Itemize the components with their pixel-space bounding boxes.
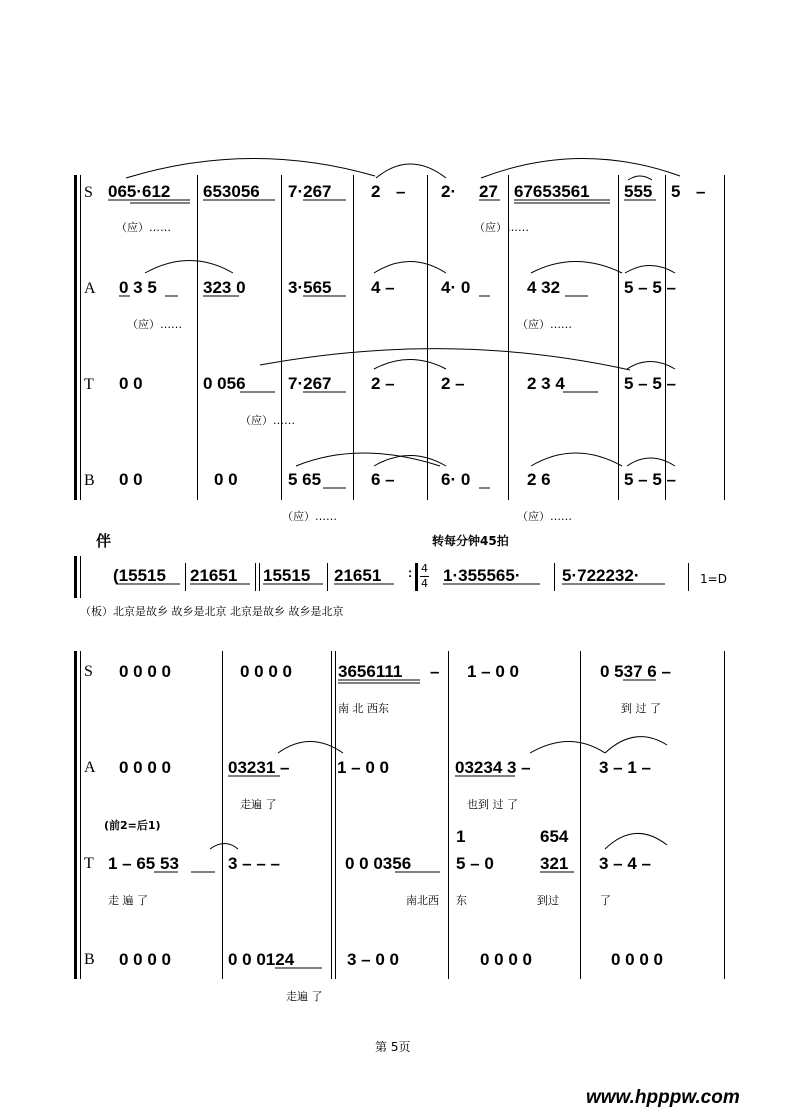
- alto-measure: 03234 3 –: [455, 758, 531, 777]
- bass-measure: 0 0 0124: [228, 950, 295, 969]
- accompaniment-measure: 1·355565·: [443, 566, 521, 585]
- tenor-measure: 5 – 5 –: [624, 374, 676, 393]
- soprano-measure: 2·: [441, 182, 457, 201]
- soprano-measure: 67653561: [514, 182, 590, 201]
- bass-measure: 0 0 0 0: [119, 950, 171, 969]
- tempo-marking: 转每分钟45拍: [432, 534, 509, 548]
- soprano-measure: 3656111: [338, 662, 403, 681]
- tenor-lyrics: 到过: [537, 894, 559, 907]
- accompaniment-measure: 15515: [263, 566, 311, 585]
- voice-label-tenor: T: [84, 855, 94, 872]
- cue-text: （应）……: [517, 510, 572, 523]
- soprano-measure: 5: [671, 182, 681, 201]
- alto-measure: 4 –: [371, 278, 395, 297]
- accompaniment-lyrics: （板）北京是故乡 故乡是北京 北京是故乡 故乡是北京: [80, 605, 344, 618]
- alto-measure: 4· 0: [441, 278, 471, 297]
- soprano-measure: 0 537 6 –: [600, 662, 671, 681]
- bass-measure: 6 –: [371, 470, 395, 489]
- tenor-lyrics: 了: [600, 894, 611, 907]
- accompaniment-measure: 5·722232·: [562, 566, 640, 585]
- soprano-measure: 653056: [203, 182, 260, 201]
- alto-measure: 3·565: [288, 278, 332, 297]
- soprano-measure: 0 0 0 0: [119, 662, 171, 681]
- soprano-measure: –: [430, 662, 440, 681]
- tenor-measure: 321: [540, 854, 569, 873]
- soprano-measure: 0 0 0 0: [240, 662, 292, 681]
- tenor-measure: 0 0: [119, 374, 143, 393]
- alto-lyrics: 也到 过 了: [467, 798, 518, 811]
- tenor-measure: 7·267: [288, 374, 332, 393]
- tenor-measure: 1 – 65 53: [108, 854, 179, 873]
- voice-label-bass: B: [84, 951, 95, 968]
- voice-label-tenor: T: [84, 376, 94, 393]
- time-signature-top: 4: [421, 562, 428, 575]
- bass-measure: 0 0 0 0: [611, 950, 663, 969]
- soprano-lyrics: 南 北 西东: [338, 702, 389, 715]
- tenor-measure: 0 056: [203, 374, 246, 393]
- bass-measure: 2 6: [527, 470, 551, 489]
- bass-measure: 0 0: [119, 470, 143, 489]
- bass-lyrics: 走遍 了: [286, 990, 323, 1003]
- soprano-lyrics: 到 过 了: [621, 702, 661, 715]
- cue-text: （应）……: [474, 221, 529, 234]
- soprano-measure: –: [696, 182, 706, 201]
- tenor-measure: 2 –: [441, 374, 465, 393]
- tenor-measure: 2 –: [371, 374, 395, 393]
- alto-measure: 5 – 5 –: [624, 278, 676, 297]
- repeat-dots: :: [408, 565, 413, 580]
- accompaniment-measure: (15515: [113, 566, 166, 585]
- accompaniment-label: 伴: [96, 532, 112, 550]
- cue-text: （应）……: [116, 221, 171, 234]
- bass-measure: 0 0: [214, 470, 238, 489]
- voice-label-soprano: S: [84, 663, 93, 680]
- tenor-measure-top: 654: [540, 827, 569, 846]
- alto-measure: 3 – 1 –: [599, 758, 651, 777]
- accompaniment-measure: 21651: [190, 566, 238, 585]
- cue-text: （应）……: [517, 318, 572, 331]
- soprano-measure: 1 – 0 0: [467, 662, 519, 681]
- tenor-measure: 2 3 4: [527, 374, 565, 393]
- key-signature: 1=D: [700, 572, 727, 586]
- cue-text: （应）……: [240, 414, 295, 427]
- tenor-lyrics: 东: [456, 894, 467, 907]
- tenor-measure: 3 – – –: [228, 854, 280, 873]
- voice-label-bass: B: [84, 472, 95, 489]
- watermark-logo: www.hpppw.com: [586, 1087, 740, 1108]
- alto-measure: 03231 –: [228, 758, 290, 777]
- cue-text: （应）……: [282, 510, 337, 523]
- tenor-lyrics: 南北西: [406, 894, 439, 907]
- soprano-measure: 27: [479, 182, 498, 201]
- soprano-measure: –: [396, 182, 406, 201]
- cue-text: （应）……: [127, 318, 182, 331]
- alto-measure: 4 32: [527, 278, 561, 297]
- accompaniment-measure: 21651: [334, 566, 382, 585]
- tenor-measure-top: 1: [456, 827, 466, 846]
- tenor-lyrics: 走 遍 了: [108, 894, 148, 907]
- alto-measure: 0 0 0 0: [119, 758, 171, 777]
- bass-measure: 5 – 5 –: [624, 470, 676, 489]
- voice-label-soprano: S: [84, 184, 93, 201]
- soprano-measure: 555: [624, 182, 653, 201]
- time-signature-bottom: 4: [421, 577, 428, 590]
- voice-label-alto: A: [84, 280, 96, 297]
- voice-label-alto: A: [84, 759, 96, 776]
- tenor-measure: 3 – 4 –: [599, 854, 651, 873]
- alto-measure: 323 0: [203, 278, 246, 297]
- alto-measure: 1 – 0 0: [337, 758, 389, 777]
- tenor-note: (前2=后1): [104, 819, 161, 832]
- soprano-measure: 2: [371, 182, 381, 201]
- tenor-measure: 0 0 0356: [345, 854, 412, 873]
- bass-measure: 0 0 0 0: [480, 950, 532, 969]
- page-number: 第 5页: [375, 1040, 411, 1054]
- alto-measure: 0 3 5: [119, 278, 157, 297]
- tenor-measure: 5 – 0: [456, 854, 494, 873]
- bass-measure: 5 65: [288, 470, 322, 489]
- bass-measure: 3 – 0 0: [347, 950, 399, 969]
- bass-measure: 6· 0: [441, 470, 471, 489]
- soprano-measure: 065·612: [108, 182, 171, 201]
- soprano-measure: 7·267: [288, 182, 332, 201]
- alto-lyrics: 走遍 了: [240, 798, 277, 811]
